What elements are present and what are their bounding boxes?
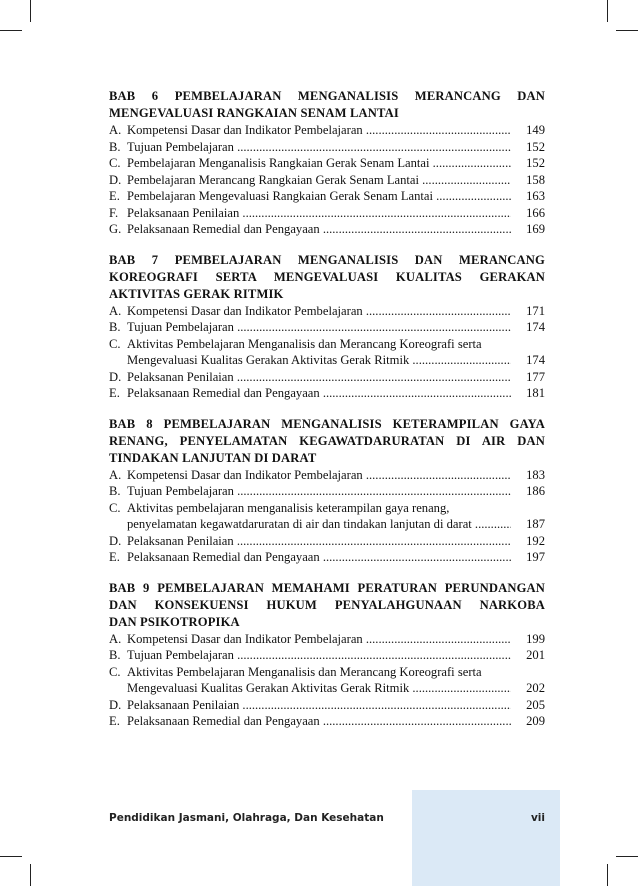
toc-entry: [109, 697, 545, 714]
crop-mark: [30, 0, 31, 22]
entry-text-continued: Mengevaluasi Kualitas Gerakan Aktivitas Gerak Ritmik .....: [127, 680, 511, 697]
entry-text: Tujuan Pembelajaran .....: [127, 319, 511, 336]
entry-page: 181: [526, 386, 545, 400]
toc-entry: [109, 713, 545, 730]
entry-text: Kompetensi Dasar dan Indikator Pembelajaran .....: [127, 631, 511, 648]
chapter-title-line: BAB 9 PEMBELAJARAN MEMAHAMI PERATURAN PERUNDANGAN: [109, 580, 545, 595]
chapter-title-line: BAB 8 PEMBELAJARAN MENGANALISIS KETERAMPILAN GAYA: [109, 416, 545, 431]
toc-entry: [109, 631, 545, 648]
entry-page: 209: [526, 714, 545, 728]
entry-letter: D.: [109, 697, 122, 712]
entry-page: 174: [526, 353, 545, 367]
entry-text: Pembelajaran Menganalisis Rangkaian Gerak Senam Lantai .....: [127, 155, 511, 172]
entry-text: Pelaksanaan Remedial dan Pengayaan .....: [127, 549, 511, 566]
entry-text: Aktivitas Pembelajaran Menganalisis dan Merancang Koreografi serta: [127, 664, 482, 679]
entry-page: 197: [526, 550, 545, 564]
table-of-contents: [109, 88, 545, 744]
entry-letter: E.: [109, 189, 120, 203]
toc-entry: [109, 205, 545, 222]
entry-page: 163: [526, 189, 545, 203]
entry-text-continued: Mengevaluasi Kualitas Gerakan Aktivitas Gerak Ritmik .....: [127, 352, 511, 369]
toc-entry: [109, 533, 545, 550]
toc-entry: [109, 664, 545, 697]
entry-letter: C.: [109, 500, 121, 515]
chapter-title: [109, 88, 545, 122]
entry-page: 158: [526, 172, 545, 187]
toc-entry: [109, 139, 545, 156]
crop-mark: [607, 0, 608, 22]
entry-letter: D.: [109, 172, 122, 187]
page-footer: [109, 812, 545, 824]
entry-page: 201: [526, 648, 545, 662]
toc-entry: [109, 319, 545, 336]
entry-letter: A.: [109, 123, 122, 137]
entry-page: 192: [526, 533, 545, 548]
entry-page: 171: [526, 303, 545, 318]
chapter-title-line: MENGEVALUASI RANGKAIAN SENAM LANTAI: [109, 106, 399, 120]
chapter-title: [109, 252, 545, 303]
entry-letter: A.: [109, 303, 122, 318]
toc-entry: [109, 483, 545, 500]
entry-letter: D.: [109, 533, 122, 548]
entry-text: Aktivitas Pembelajaran Menganalisis dan Merancang Koreografi serta: [127, 336, 482, 351]
chapter-section: [109, 252, 545, 402]
toc-entry: [109, 122, 545, 139]
crop-mark: [0, 856, 22, 857]
entry-text: Tujuan Pembelajaran .....: [127, 483, 511, 500]
crop-mark: [30, 864, 31, 886]
entry-letter: F.: [109, 205, 119, 220]
page-number: vii: [530, 812, 545, 824]
chapter-title-line: KOREOGRAFI SERTA MENGEVALUASI KUALITAS GERAKAN: [109, 269, 545, 284]
entry-page: 166: [526, 205, 545, 220]
entry-page: 186: [526, 484, 545, 498]
entry-letter: D.: [109, 369, 122, 384]
entry-letter: B.: [109, 320, 121, 334]
chapter-title: [109, 416, 545, 467]
entry-letter: B.: [109, 648, 121, 662]
entry-text: Pelaksanaan Remedial dan Pengayaan .....: [127, 713, 511, 730]
entry-letter: B.: [109, 484, 121, 498]
entry-text: Pelaksanaan Penilaian .....: [127, 697, 511, 714]
crop-mark: [616, 856, 638, 857]
entry-text: Pembelajaran Mengevaluasi Rangkaian Gerak Senam Lantai .....: [127, 188, 511, 205]
toc-entry: [109, 467, 545, 484]
toc-entry: [109, 303, 545, 320]
entry-text: Pelaksanan Penilaian .....: [127, 533, 511, 550]
entry-letter: E.: [109, 386, 120, 400]
entry-text: Kompetensi Dasar dan Indikator Pembelajaran .....: [127, 303, 511, 320]
entry-text: Pelaksanan Penilaian .....: [127, 369, 511, 386]
entry-text: Pelaksanaan Remedial dan Pengayaan .....: [127, 221, 511, 238]
chapter-title: [109, 580, 545, 631]
entry-page: 152: [526, 156, 545, 170]
toc-entry: [109, 155, 545, 172]
chapter-title-line: BAB 6 PEMBELAJARAN MENGANALISIS MERANCANG DAN: [109, 89, 545, 103]
entry-letter: B.: [109, 139, 121, 154]
entry-text: Kompetensi Dasar dan Indikator Pembelajaran .....: [127, 122, 511, 139]
chapter-section: [109, 416, 545, 566]
entry-page: 183: [526, 467, 545, 482]
entry-letter: E.: [109, 714, 120, 728]
entry-letter: E.: [109, 550, 120, 564]
entry-page: 174: [526, 320, 545, 334]
entry-page: 199: [526, 631, 545, 646]
chapter-section: [109, 580, 545, 730]
toc-entry: [109, 647, 545, 664]
entry-text: Tujuan Pembelajaran .....: [127, 139, 511, 156]
entry-text: Tujuan Pembelajaran .....: [127, 647, 511, 664]
chapter-title-line: DAN KONSEKUENSI HUKUM PENYALAHGUNAAN NARKOBA: [109, 597, 545, 612]
chapter-title-line: BAB 7 PEMBELAJARAN MENGANALISIS DAN MERANCANG: [109, 252, 545, 267]
chapter-title-line: TINDAKAN LANJUTAN DI DARAT: [109, 450, 317, 465]
book-title: Pendidikan Jasmani, Olahraga, Dan Kesehatan: [109, 812, 384, 824]
entry-page: 177: [526, 369, 545, 384]
entry-letter: C.: [109, 336, 121, 351]
entry-page: 152: [526, 139, 545, 154]
crop-mark: [0, 30, 22, 31]
chapter-section: [109, 88, 545, 238]
entry-letter: G.: [109, 222, 122, 236]
chapter-title-line: DAN PSIKOTROPIKA: [109, 614, 240, 629]
entry-page: 202: [526, 681, 545, 695]
toc-entry: [109, 549, 545, 566]
entry-page: 187: [526, 517, 545, 531]
entry-page: 169: [526, 222, 545, 236]
toc-entry: [109, 172, 545, 189]
entry-text: Pembelajaran Merancang Rangkaian Gerak Senam Lantai .....: [127, 172, 511, 189]
crop-mark: [616, 30, 638, 31]
chapter-title-line: AKTIVITAS GERAK RITMIK: [109, 286, 284, 301]
toc-entry: [109, 500, 545, 533]
entry-text: Pelaksanaan Penilaian .....: [127, 205, 511, 222]
entry-text: Kompetensi Dasar dan Indikator Pembelajaran .....: [127, 467, 511, 484]
crop-mark: [607, 864, 608, 886]
entry-letter: C.: [109, 664, 121, 679]
footer-color-band: [412, 790, 560, 886]
entry-letter: A.: [109, 631, 122, 646]
toc-entry: [109, 188, 545, 205]
entry-text-continued: penyelamatan kegawatdaruratan di air dan tindakan lanjutan di darat .....: [127, 516, 511, 533]
entry-page: 205: [526, 697, 545, 712]
entry-text: Pelaksanaan Remedial dan Pengayaan .....: [127, 385, 511, 402]
entry-page: 149: [526, 123, 545, 137]
toc-entry: [109, 336, 545, 369]
entry-letter: C.: [109, 156, 121, 170]
entry-letter: A.: [109, 467, 122, 482]
chapter-title-line: RENANG, PENYELAMATAN KEGAWATDARURATAN DI AIR DAN: [109, 433, 545, 448]
toc-entry: [109, 369, 545, 386]
toc-entry: [109, 221, 545, 238]
toc-entry: [109, 385, 545, 402]
entry-text: Aktivitas pembelajaran menganalisis keterampilan gaya renang,: [127, 500, 450, 515]
